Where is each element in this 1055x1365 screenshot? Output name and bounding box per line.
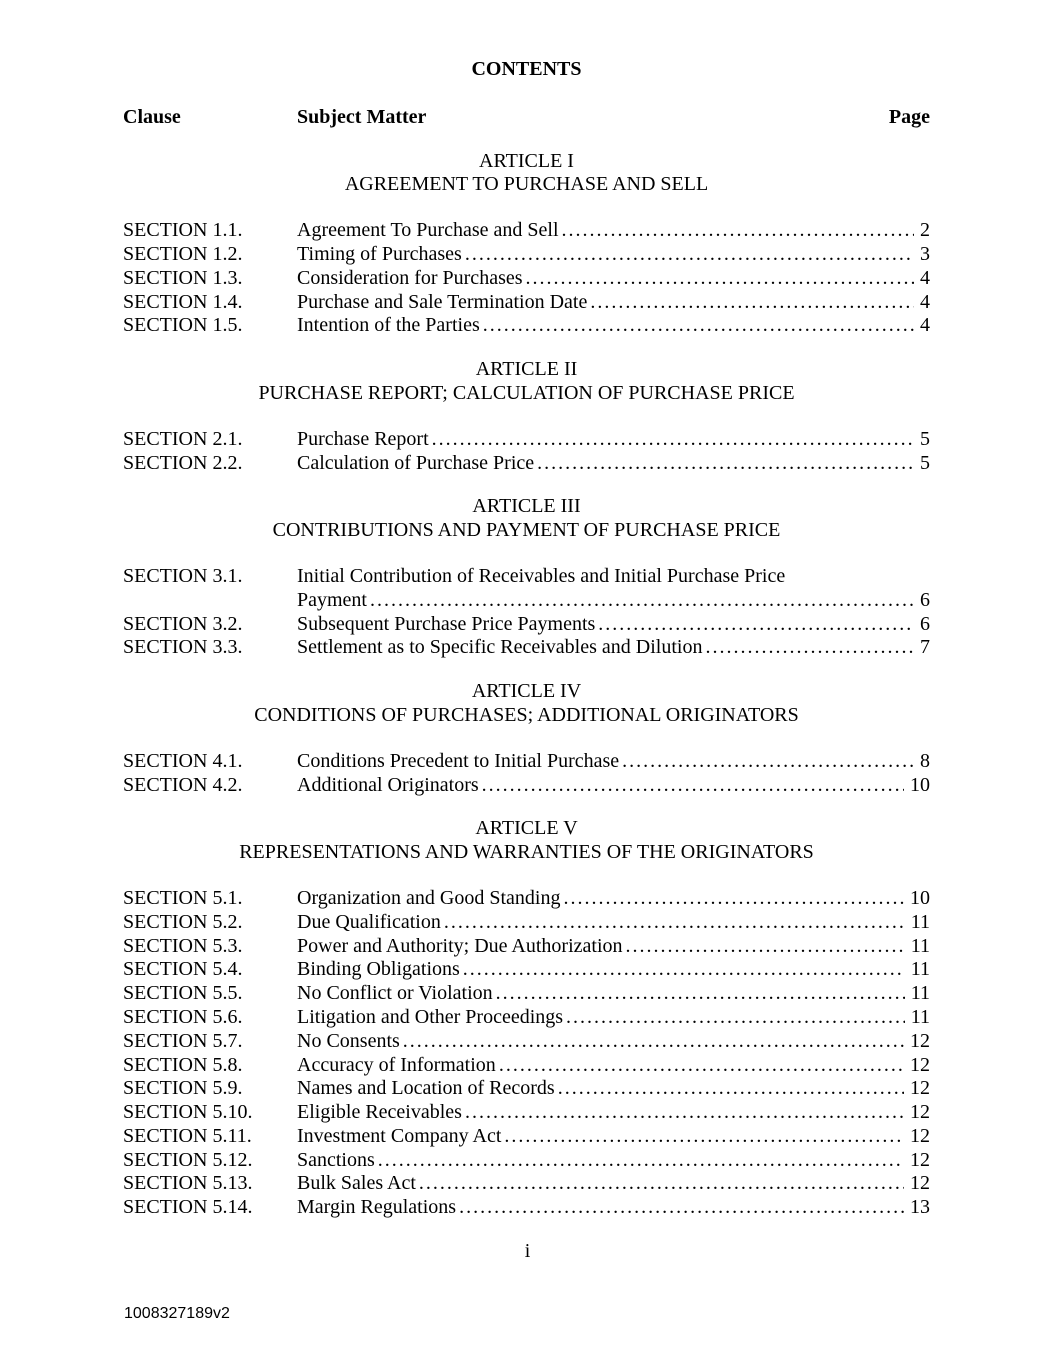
toc-entry-body: [297, 911, 930, 935]
toc-clause: SECTION 1.4.: [123, 290, 243, 313]
article-title: PURCHASE REPORT; CALCULATION OF PURCHASE PRICE: [258, 381, 795, 404]
toc-clause: SECTION 5.3.: [123, 934, 243, 957]
toc-entry: [123, 243, 930, 267]
toc-entry: [123, 636, 930, 660]
article-number: ARTICLE V: [475, 817, 578, 840]
toc-clause: SECTION 1.2.: [123, 242, 243, 265]
article-number: ARTICLE IV: [471, 680, 582, 703]
article-heading: [123, 680, 930, 728]
toc-entry-body: [297, 243, 930, 267]
article-number: ARTICLE III: [472, 495, 581, 518]
toc-entry-line: [297, 1125, 930, 1149]
page-ref: 12: [910, 1101, 930, 1124]
toc-entry-line: [297, 452, 930, 476]
page-ref: 11: [910, 910, 930, 933]
toc-entry: [123, 958, 930, 982]
toc-subject: Binding Obligations: [297, 958, 460, 981]
toc-entry: [123, 219, 930, 243]
section-list: [123, 219, 930, 338]
toc-entry: [123, 613, 930, 637]
toc-entry-line: [297, 1172, 930, 1196]
toc-entry-body: [297, 291, 930, 315]
leader-dots: [705, 636, 914, 660]
toc-entry-body: [297, 958, 930, 982]
toc-articles: [123, 150, 930, 1220]
toc-subject: No Consents: [297, 1029, 400, 1052]
toc-clause: SECTION 5.7.: [123, 1029, 243, 1052]
toc-entry-body: [297, 774, 930, 798]
toc-entry-body: [297, 636, 930, 660]
toc-entry-line: [297, 589, 930, 613]
toc-clause: SECTION 5.13.: [123, 1172, 253, 1195]
page-title: CONTENTS: [471, 58, 582, 80]
leader-dots: [598, 613, 914, 637]
toc-entry: [123, 291, 930, 315]
toc-subject: Purchase Report: [297, 427, 429, 450]
toc-entry-line: [297, 1077, 930, 1101]
toc-entry: [123, 267, 930, 291]
toc-subject: Litigation and Other Proceedings: [297, 1005, 564, 1028]
toc-clause: SECTION 1.1.: [123, 219, 243, 242]
toc-subject: Additional Originators: [297, 773, 479, 796]
leader-dots: [626, 935, 905, 959]
leader-dots: [622, 750, 914, 774]
article-block: [123, 495, 930, 660]
section-list: [123, 750, 930, 798]
page-ref: 12: [910, 1124, 930, 1147]
toc-subject: Intention of the Parties: [297, 314, 480, 337]
page-ref: 5: [920, 451, 930, 474]
toc-subject: Margin Regulations: [297, 1196, 457, 1219]
toc-entry-body: [297, 565, 930, 613]
toc-clause: SECTION 4.2.: [123, 773, 243, 796]
toc-entry-body: [297, 613, 930, 637]
toc-entry-body: [297, 1006, 930, 1030]
leader-dots: [526, 267, 914, 291]
leader-dots: [465, 1101, 904, 1125]
toc-clause: SECTION 5.9.: [123, 1077, 243, 1100]
toc-entry: [123, 774, 930, 798]
leader-dots: [444, 911, 905, 935]
toc-entry: [123, 1006, 930, 1030]
toc-entry-line: [297, 314, 930, 338]
toc-subject: Names and Location of Records: [297, 1077, 555, 1100]
toc-entry-line: [297, 219, 930, 243]
toc-subject: Due Qualification: [297, 910, 441, 933]
toc-clause: SECTION 1.3.: [123, 266, 243, 289]
page-number: i: [524, 1240, 531, 1262]
leader-dots: [499, 1054, 904, 1078]
toc-entry-line: [297, 935, 930, 959]
toc-clause: SECTION 2.2.: [123, 451, 243, 474]
toc-entry-line: [297, 267, 930, 291]
toc-subject: Organization and Good Standing: [297, 886, 561, 909]
toc-entry: [123, 1030, 930, 1054]
page-ref: 12: [910, 1077, 930, 1100]
toc-entry: [123, 1125, 930, 1149]
page-ref: 10: [910, 886, 930, 909]
page-ref: 3: [920, 242, 930, 265]
leader-dots: [378, 1149, 904, 1173]
toc-entry: [123, 452, 930, 476]
leader-dots: [537, 452, 914, 476]
toc-clause: SECTION 5.4.: [123, 958, 243, 981]
toc-entry: [123, 1054, 930, 1078]
toc-subject: Agreement To Purchase and Sell: [297, 219, 559, 242]
leader-dots: [563, 887, 904, 911]
section-list: [123, 428, 930, 476]
toc-entry-body: [297, 1101, 930, 1125]
page-ref: 11: [910, 934, 930, 957]
toc-entry: [123, 911, 930, 935]
toc-entry-body: [297, 1125, 930, 1149]
article-block: [123, 150, 930, 339]
toc-entry-body: [297, 887, 930, 911]
toc-entry: [123, 314, 930, 338]
page-ref: 12: [910, 1029, 930, 1052]
leader-dots: [482, 774, 904, 798]
page-ref: 6: [920, 612, 930, 635]
page-ref: 11: [910, 982, 930, 1005]
toc-entry-body: [297, 219, 930, 243]
toc-clause: SECTION 2.1.: [123, 427, 243, 450]
article-block: [123, 817, 930, 1220]
leader-dots: [463, 958, 905, 982]
toc-clause: SECTION 5.2.: [123, 910, 243, 933]
article-title: CONDITIONS OF PURCHASES; ADDITIONAL ORIGINATORS: [254, 703, 799, 726]
toc-entry-line: [297, 887, 930, 911]
toc-subject: Consideration for Purchases: [297, 266, 523, 289]
toc-clause: SECTION 3.1.: [123, 564, 243, 587]
leader-dots: [558, 1077, 904, 1101]
toc-clause: SECTION 5.1.: [123, 886, 243, 909]
toc-entry-line: [297, 1101, 930, 1125]
toc-subject: Bulk Sales Act: [297, 1172, 416, 1195]
leader-dots: [562, 219, 915, 243]
toc-subject: Sanctions: [297, 1148, 375, 1171]
toc-entry: [123, 565, 930, 613]
toc-entry: [123, 935, 930, 959]
page-ref: 10: [910, 773, 930, 796]
toc-entry-body: [297, 1172, 930, 1196]
toc-entry-line: [297, 428, 930, 452]
toc-entry: [123, 750, 930, 774]
toc-entry-line: [297, 911, 930, 935]
toc-clause: SECTION 5.5.: [123, 982, 243, 1005]
toc-clause: SECTION 5.6.: [123, 1005, 243, 1028]
toc-clause: SECTION 3.2.: [123, 612, 243, 635]
article-title: REPRESENTATIONS AND WARRANTIES OF THE ORIGINATORS: [239, 841, 814, 864]
toc-entry-body: [297, 935, 930, 959]
toc-entry-body: [297, 750, 930, 774]
page-ref: 12: [910, 1148, 930, 1171]
toc-entry-body: [297, 982, 930, 1006]
article-heading: [123, 150, 930, 198]
toc-clause: SECTION 4.1.: [123, 749, 243, 772]
toc-subject: Subsequent Purchase Price Payments: [297, 612, 596, 635]
page-ref: 8: [920, 749, 930, 772]
toc-entry: [123, 1149, 930, 1173]
page-ref: 6: [920, 588, 930, 611]
toc-subject: Timing of Purchases: [297, 242, 462, 265]
page-ref: 2: [920, 219, 930, 242]
article-title: CONTRIBUTIONS AND PAYMENT OF PURCHASE PRICE: [272, 519, 781, 542]
toc-entry-body: [297, 1149, 930, 1173]
page-ref: 4: [920, 266, 930, 289]
article-heading: [123, 358, 930, 406]
article-block: [123, 680, 930, 797]
leader-dots: [403, 1030, 904, 1054]
toc-subject: Conditions Precedent to Initial Purchase: [297, 749, 620, 772]
leader-dots: [465, 243, 914, 267]
toc-entry-line: [297, 982, 930, 1006]
toc-entry-body: [297, 1054, 930, 1078]
article-number: ARTICLE II: [475, 358, 578, 381]
toc-entry: [123, 887, 930, 911]
toc-entry-body: [297, 267, 930, 291]
toc-clause: SECTION 5.12.: [123, 1148, 253, 1171]
toc-clause: SECTION 5.11.: [123, 1124, 252, 1147]
toc-entry-line: [297, 636, 930, 660]
leader-dots: [432, 428, 914, 452]
toc-clause: SECTION 3.3.: [123, 636, 243, 659]
toc-clause: SECTION 5.14.: [123, 1196, 253, 1219]
toc-subject: Settlement as to Specific Receivables and Dilution: [297, 636, 703, 659]
col-header-subject: Subject Matter: [297, 105, 427, 128]
leader-dots: [496, 982, 905, 1006]
toc-entry-line: [297, 1006, 930, 1030]
page-ref: 13: [910, 1196, 930, 1219]
leader-dots: [419, 1172, 904, 1196]
article-title: AGREEMENT TO PURCHASE AND SELL: [344, 173, 709, 196]
toc-entry-line: [297, 291, 930, 315]
toc-entry-line: [297, 1054, 930, 1078]
document-id: 1008327189v2: [124, 1305, 230, 1322]
toc-clause: SECTION 1.5.: [123, 314, 243, 337]
toc-entry: [123, 1077, 930, 1101]
toc-subject: Payment: [297, 588, 367, 611]
toc-entry-body: [297, 1030, 930, 1054]
article-number: ARTICLE I: [479, 149, 574, 172]
toc-subject: Calculation of Purchase Price: [297, 451, 535, 474]
toc-entry: [123, 1101, 930, 1125]
section-list: [123, 887, 930, 1220]
page-ref: 11: [910, 958, 930, 981]
column-headers: [123, 106, 930, 130]
leader-dots: [566, 1006, 905, 1030]
leader-dots: [590, 291, 914, 315]
col-header-clause: Clause: [123, 105, 181, 128]
page-ref: 7: [920, 636, 930, 659]
toc-subject: No Conflict or Violation: [297, 982, 493, 1005]
article-block: [123, 358, 930, 475]
page-ref: 4: [920, 290, 930, 313]
toc-entry: [123, 1196, 930, 1220]
article-heading: [123, 817, 930, 865]
leader-dots: [483, 314, 914, 338]
toc-entry-line: [297, 1149, 930, 1173]
article-heading: [123, 495, 930, 543]
toc-entry-body: [297, 428, 930, 452]
page-ref: 11: [910, 1005, 930, 1028]
leader-dots: [504, 1125, 904, 1149]
leader-dots: [459, 1196, 904, 1220]
toc-subject: Investment Company Act: [297, 1124, 502, 1147]
toc-entry-line: [297, 243, 930, 267]
toc-entry-line: [297, 1196, 930, 1220]
toc-clause: SECTION 5.8.: [123, 1053, 243, 1076]
toc-entry-line: [297, 958, 930, 982]
toc-subject: Accuracy of Information: [297, 1053, 496, 1076]
page-ref: 12: [910, 1172, 930, 1195]
toc-entry-line: [297, 750, 930, 774]
toc-subject: Eligible Receivables: [297, 1101, 462, 1124]
toc-entry-line: [297, 1030, 930, 1054]
leader-dots: [370, 589, 914, 613]
toc-subject: Power and Authority; Due Authorization: [297, 934, 623, 957]
toc-entry-body: [297, 1077, 930, 1101]
toc-subject-first-line: Initial Contribution of Receivables and Initial Purchase Price: [297, 564, 786, 587]
toc-subject: Purchase and Sale Termination Date: [297, 290, 588, 313]
page-ref: 4: [920, 314, 930, 337]
toc-entry-body: [297, 1196, 930, 1220]
toc-entry-line: [297, 774, 930, 798]
page-ref: 5: [920, 427, 930, 450]
toc-entry: [123, 982, 930, 1006]
col-header-page: Page: [888, 105, 930, 128]
toc-entry-body: [297, 452, 930, 476]
page-ref: 12: [910, 1053, 930, 1076]
toc-clause: SECTION 5.10.: [123, 1101, 253, 1124]
toc-entry-body: [297, 314, 930, 338]
toc-entry: [123, 428, 930, 452]
section-list: [123, 565, 930, 660]
toc-entry-line: [297, 613, 930, 637]
toc-entry: [123, 1172, 930, 1196]
